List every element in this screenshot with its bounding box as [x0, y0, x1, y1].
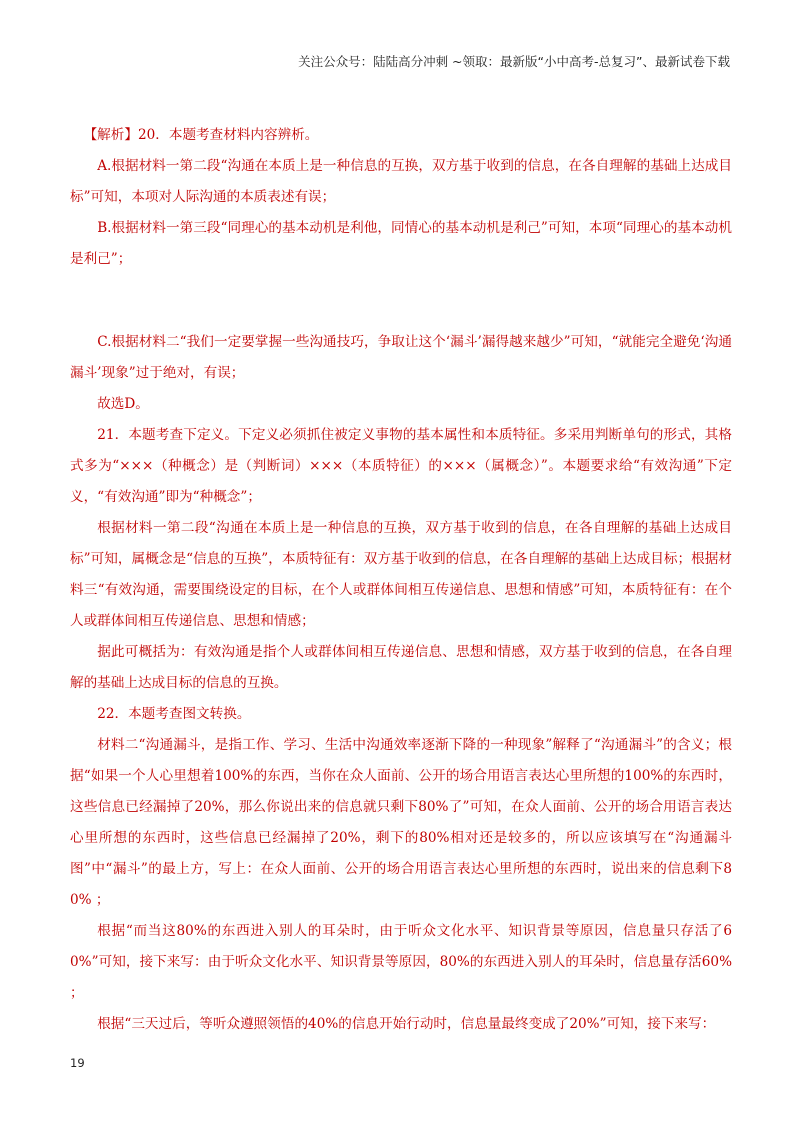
question-22-intro: 22．本题考查图文转换。 [97, 706, 251, 722]
question-21-material: 根据材料一第二段“沟通在本质上是一种信息的互换，双方基于收到的信息，在各自理解的基础上达成目标”可知，属概念是“信息的互换”，本质特征有：双方基于收到的信息，在各自理解的基础上达成目标；根据材料三“有效沟通，需要围绕设定的目标，在个人或群体间相互传递信息、思想和情感”可知，本质特征有：在个人或群体间相互传递信息、思想和情感； [70, 520, 732, 629]
option-a-analysis: A.根据材料一第二段“沟通在本质上是一种信息的互换，双方基于收到的信息，在各自理解的基础上达成目标”可知，本项对人际沟通的本质表述有误； [70, 158, 732, 205]
question-21-summary: 据此可概括为：有效沟通是指个人或群体间相互传递信息、思想和情感，双方基于收到的信息，在各自理解的基础上达成目标的信息的互换。 [70, 644, 732, 691]
paragraph-gap [70, 275, 732, 327]
question-22-step-2: 根据“而当这80%的东西进入别人的耳朵时，由于听众文化水平、知识背景等原因，信息量只存活了60%”可知，接下来写：由于听众文化水平、知识背景等原因，80%的东西进入别人的耳朵时，信息量存活60% ； [70, 923, 732, 1001]
question-22-material: 材料二“沟通漏斗，是指工作、学习、生活中沟通效率逐渐下降的一种现象”解释了“沟通漏斗”的含义；根据“如果一个人心里想着100%的东西，当你在众人面前、公开的场合用语言表达心里所想的100%的东西时，这些信息已经漏掉了20%，那么你说出来的信息就只剩下80%了”可知，在众人面前、公开的场合用语言表达心里所想的东西时，这些信息已经漏掉了20%，剩下的80%相对还是较多的，所以应该填写在“沟通漏斗图”中“漏斗”的最上方，写上：在众人面前、公开的场合用语言表达心里所想的东西时，说出来的信息剩下80% ； [70, 737, 732, 908]
option-c-analysis: C.根据材料二“我们一定要掌握一些沟通技巧，争取让这个‘漏斗’漏得越来越少”可知，“就能完全避免‘沟通漏斗’现象”过于绝对，有误； [70, 334, 732, 381]
document-body [70, 120, 732, 1040]
page-header: 关注公众号：陆陆高分冲刺 ~领取：最新版“小中高考-总复习”、最新试卷下载 [298, 54, 730, 69]
page-number: 19 [70, 1056, 85, 1070]
option-b-analysis: B.根据材料一第三段“同理心的基本动机是利他，同情心的基本动机是利己”可知，本项“同理心的基本动机是利己”； [70, 220, 732, 267]
question-21-intro: 21．本题考查下定义。下定义必须抓住被定义事物的基本属性和本质特征。多采用判断单句的形式，其格式多为“×××（种概念）是（判断词）×××（本质特征）的×××（属概念）”。本题要求给“有效沟通”下定义，“有效沟通”即为“种概念”； [70, 427, 732, 505]
question-22-step-3: 根据“三天过后，等听众遵照领悟的40%的信息开始行动时，信息量最终变成了20%”可知，接下来写： [97, 1016, 716, 1032]
analysis-heading: 【解析】20．本题考查材料内容辨析。 [83, 127, 319, 143]
answer-choice: 故选D。 [97, 396, 149, 412]
